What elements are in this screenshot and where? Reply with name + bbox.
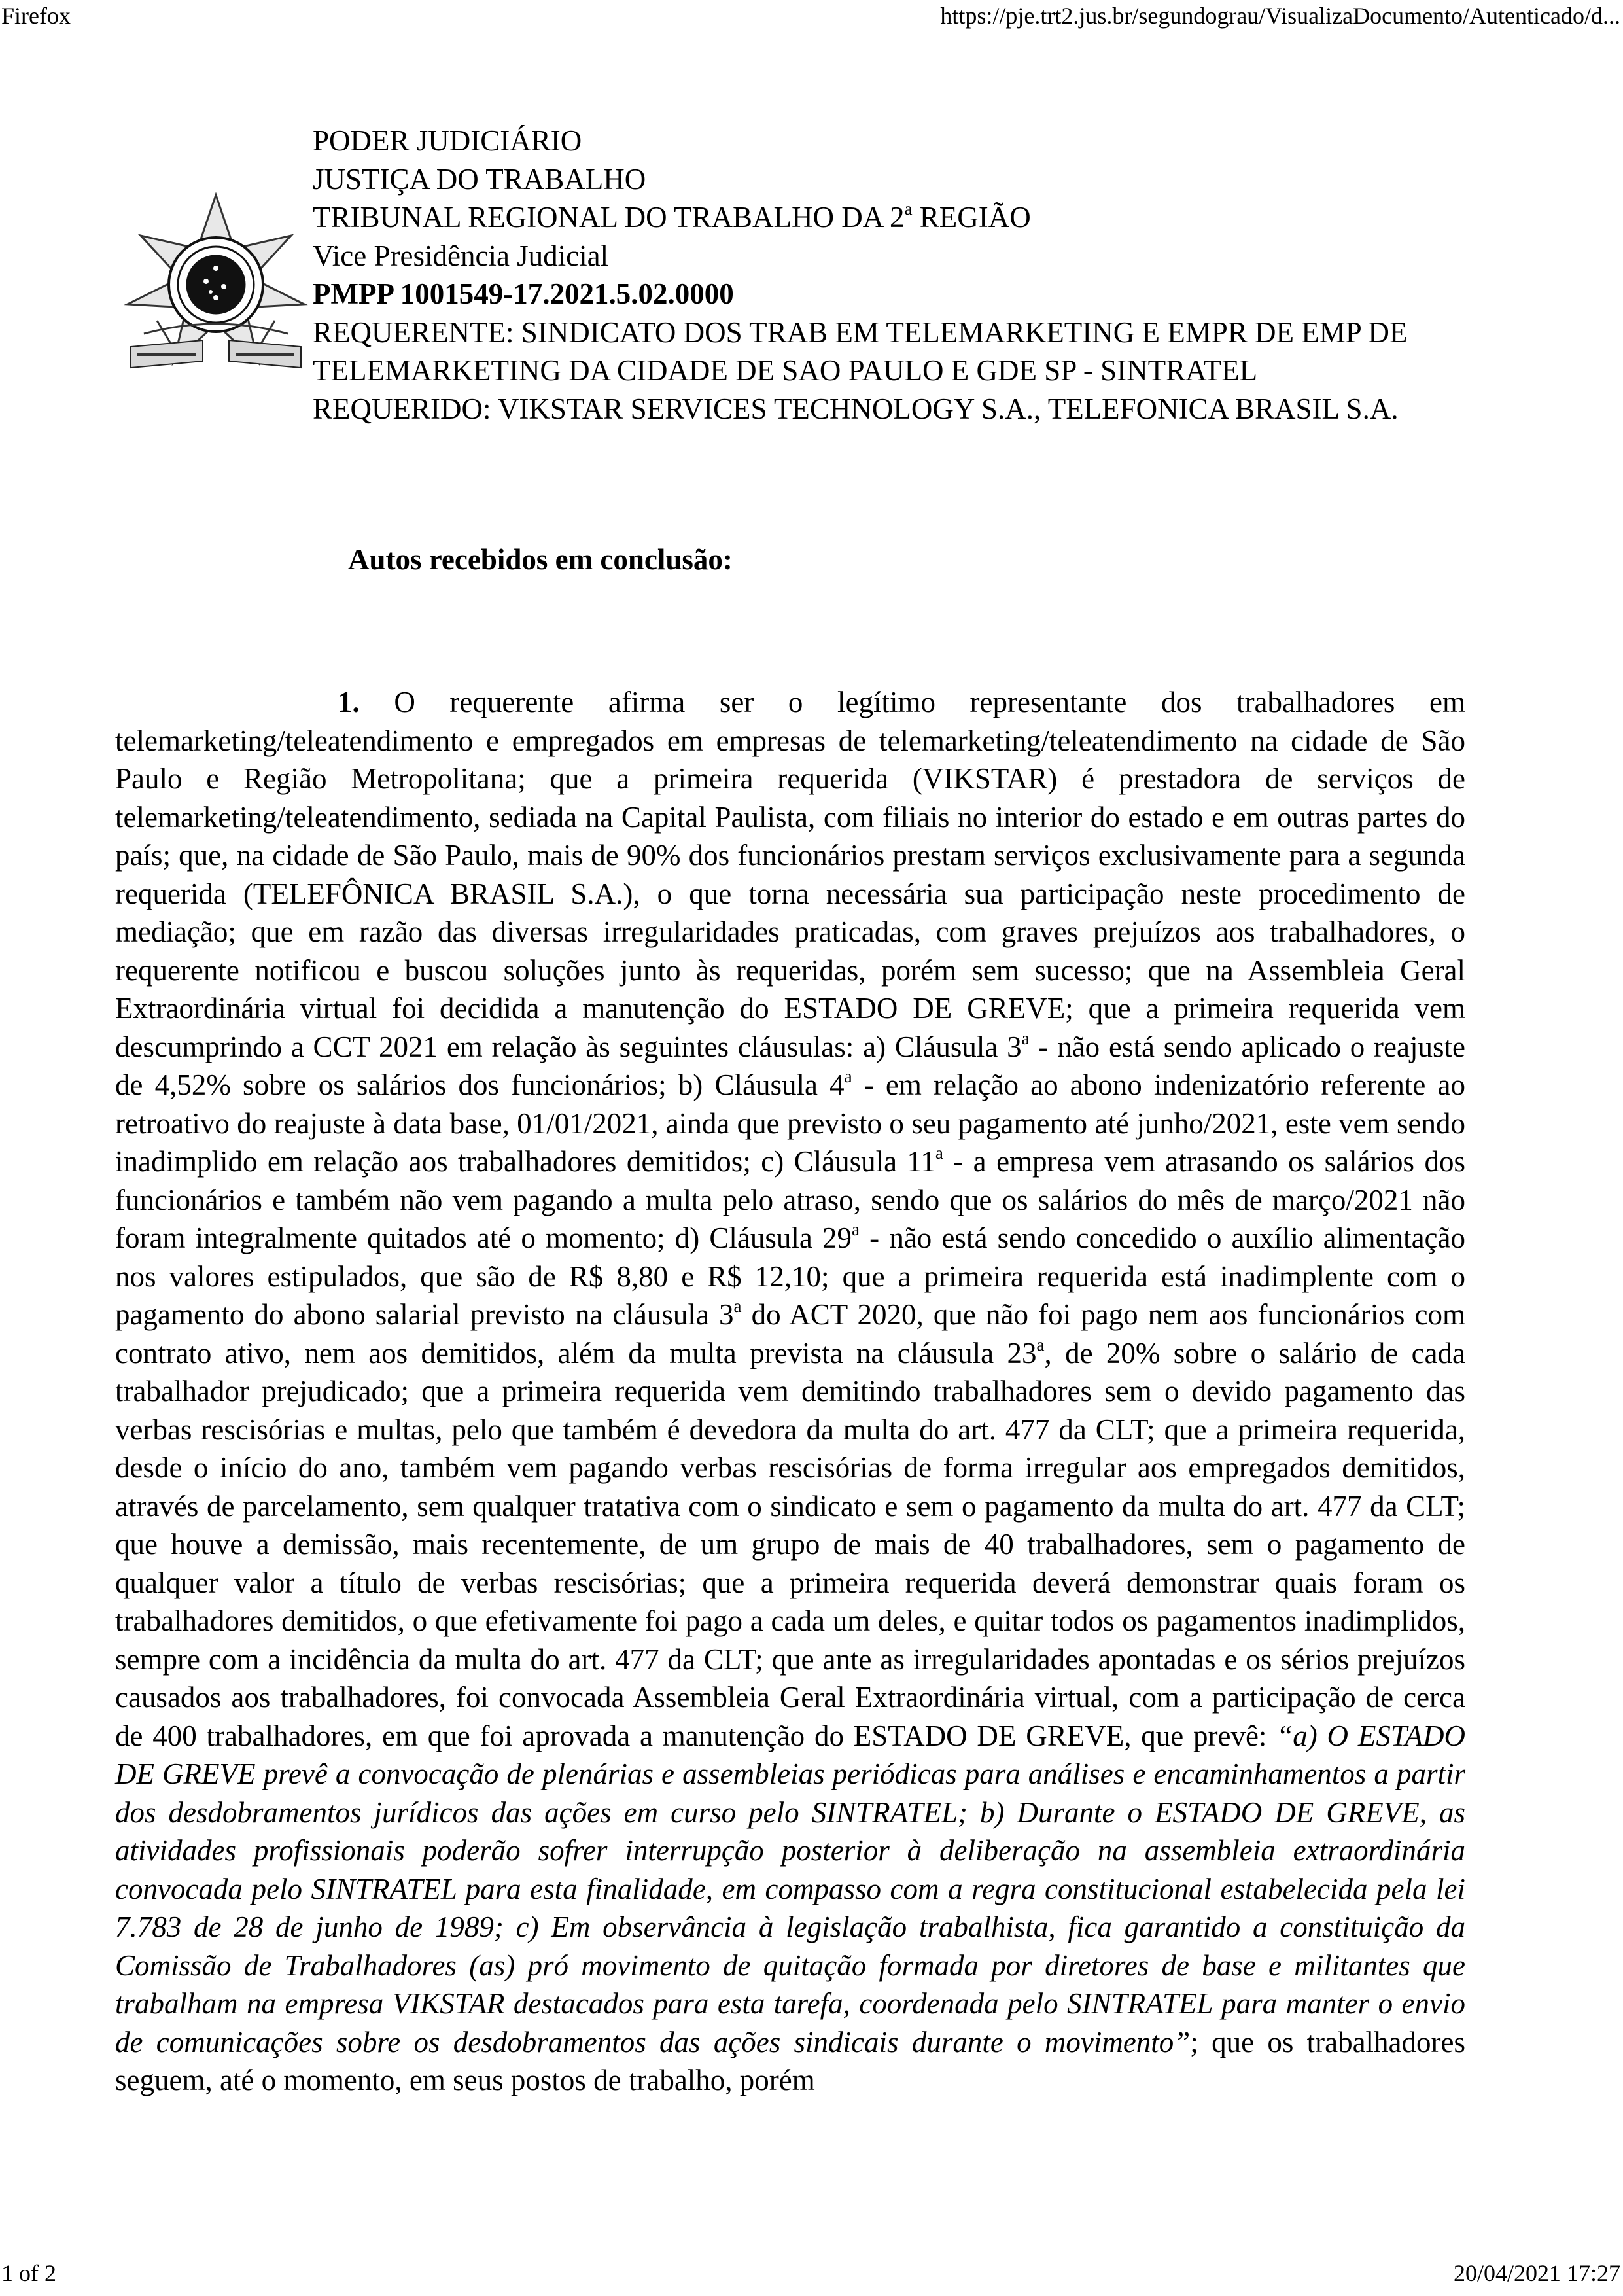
print-datetime: 20/04/2021 17:27 xyxy=(1453,2260,1620,2286)
requerido: REQUERIDO: VIKSTAR SERVICES TECHNOLOGY S.A., TELEFONICA BRASIL S.A. xyxy=(313,392,1399,425)
brasao-republica-icon xyxy=(118,190,314,386)
requerente: REQUERENTE: SINDICATO DOS TRAB EM TELEMARKETING E EMPR DE EMP DE TELEMARKETING DA CIDADE DE SAO PAULO E GDE SP - SINTRATEL xyxy=(313,315,1408,387)
document-url: https://pje.trt2.jus.br/segundograu/VisualizaDocumento/Autenticado/d... xyxy=(940,3,1620,29)
process-number: PMPP 1001549-17.2021.5.02.0000 xyxy=(313,277,734,310)
body-paragraph: 1. O requerente afirma ser o legítimo representante dos trabalhadores em telemarketing/teleatendimento e empregados em empresas de telemarketing/teleatendimento na cidade de São Paulo e Região Metropolitana; que a primeira requerida (VIKSTAR) é prestadora de serviços de telemarketing/teleatendimento, sediada na Capital Paulista, com filiais no interior do estado e em outras partes do país; que, na cidade de São Paulo, mais de 90% dos funcionários prestam serviços exclusivamente para a segunda requerida (TELEFÔNICA BRASIL S.A.), o que torna necessária sua participação neste procedimento de mediação; que em razão das diversas irregularidades praticadas, com graves prejuízos aos trabalhadores, o requerente notificou e buscou soluções junto às requeridas, porém sem sucesso; que na Assembleia Geral Extraordinária virtual foi decidida a manutenção do ESTADO DE GREVE; que a primeira requerida vem descumprindo a CCT 2021 em relação às seguintes cláusulas: a) Cláusula 3$^a$ - não está sendo aplicado o reajuste de 4,52% sobre os salários dos funcionários; b) Cláusula 4$^a$ - em relação ao abono indenizatório referente ao retroativo do reajuste à data base, 01/01/2021, ainda que previsto o seu pagamento até junho/2021, este vem sendo inadimplido em relação aos trabalhadores demitidos; c) Cláusula 11$^a$ - a empresa vem atrasando os salários dos funcionários e também não vem pagando a multa pelo atraso, sendo que os salários do mês de março/2021 não foram integralmente quitados até o momento; d) Cláusula 29$^a$ - não está sendo concedido o auxílio alimentação nos valores estipulados, que são de R$ 8,80 e R$ 12,10; que a primeira requerida está inadimplente com o pagamento do abono salarial previsto na cláusula 3$^a$ do ACT 2020, que não foi pago nem aos funcionários com contrato ativo, nem aos demitidos, além da multa prevista na cláusula 23$^a$, de 20% sobre o salário de cada trabalhador prejudicado; que a primeira requerida vem demitindo trabalhadores sem o devido pagamento das verbas rescisórias e multas, pelo que também é devedora da multa do art. 477 da CLT; que a primeira requerida, desde o início do ano, também vem pagando verbas rescisórias de forma irregular aos empregados demitidos, através de parcelamento, sem qualquer tratativa com o sindicato e sem o pagamento da multa do art. 477 da CLT; que houve a demissão, mais recentemente, de um grupo de mais de 40 trabalhadores, sem o pagamento de qualquer valor a título de verbas rescisórias; que a primeira requerida deverá demonstrar quais foram os trabalhadores demitidos, o que efetivamente foi pago a cada um deles, e quitar todos os pagamentos inadimplidos, sempre com a incidência da multa do art. 477 da CLT; que ante as irregularidades apontadas e os sérios prejuízos causados aos trabalhadores, foi convocada Assembleia Geral Extraordinária virtual, com a participação de cerca de 400 trabalhadores, em que foi aprovada a manutenção do ESTADO DE GREVE, que prevê: “a) O ESTADO DE GREVE prevê a convocação de plenárias e assembleias periódicas para análises e encaminhamentos a partir dos desdobramentos jurídicos das ações em curso pelo SINTRATEL; b) Durante o ESTADO DE GREVE, as atividades profissionais poderão sofrer interrupção posterior à deliberação na assembleia extraordinária convocada pelo SINTRATEL para esta finalidade, em compasso com a regra constitucional estabelecida pela lei 7.783 de 28 de junho de 1989; c) Em observância à legislação trabalhista, fica garantido a constituição da Comissão de Trabalhadores (as) pró movimento de quitação formada por diretores de base e militantes que trabalham na empresa VIKSTAR destacados para esta tarefa, coordenada pelo SINTRATEL para manter o envio de comunicações sobre os desdobramentos das ações sindicais durante o movimento”; que os trabalhadores seguem, até o momento, em seus postos de trabalho, porém xyxy=(115,686,1466,2096)
document-header xyxy=(313,122,1503,428)
header-poder: PODER JUDICIÁRIO xyxy=(313,124,582,157)
paragraph-number: 1. xyxy=(338,686,360,718)
page-indicator: 1 of 2 xyxy=(1,2260,56,2286)
header-tribunal: TRIBUNAL REGIONAL DO TRABALHO DA 2$^a$ REGIÃO xyxy=(313,199,1031,234)
header-justica: JUSTIÇA DO TRABALHO xyxy=(313,162,646,196)
browser-name: Firefox xyxy=(1,3,71,29)
conclusao-heading: Autos recebidos em conclusão: xyxy=(348,543,733,576)
estado-de-greve-quote: “a) O ESTADO DE GREVE prevê a convocação de plenárias e assembleias periódicas para análises e encaminhamentos a partir dos desdobramentos jurídicos das ações em curso pelo SINTRATEL; b) Durante o ESTADO DE GREVE, as atividades profissionais poderão sofrer interrupção posterior à deliberação na assembleia extraordinária convocada pelo SINTRATEL para esta finalidade, em compasso com a regra constitucional estabelecida pela lei 7.783 de 28 de junho de 1989; c) Em observância à legislação trabalhista, fica garantido a constituição da Comissão de Trabalhadores (as) pró movimento de quitação formada por diretores de base e militantes que trabalham na empresa VIKSTAR destacados para esta tarefa, coordenada pelo SINTRATEL para manter o envio de comunicações sobre os desdobramentos das ações sindicais durante o movimento” xyxy=(115,1719,1465,2058)
header-vice-presidencia: Vice Presidência Judicial xyxy=(313,239,609,272)
